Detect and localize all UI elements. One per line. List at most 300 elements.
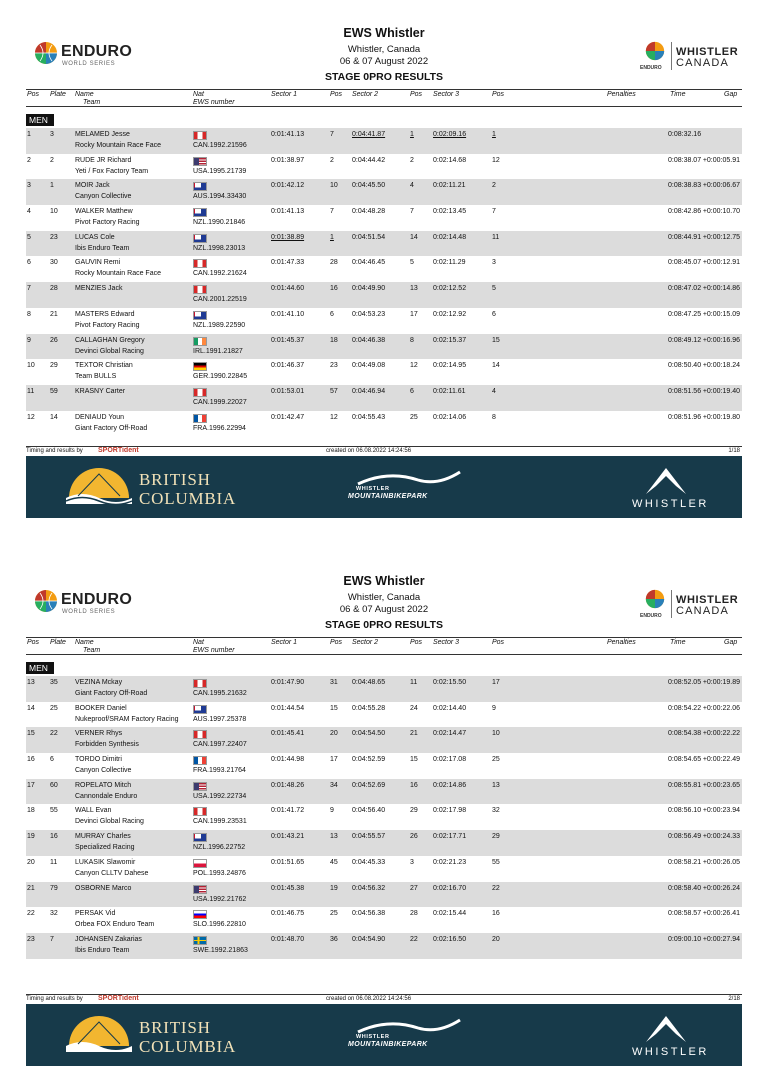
cell-s3: 0:02:14.68 — [433, 156, 467, 164]
cell-plate: 6 — [50, 756, 54, 764]
timing-credit: Timing and results by — [26, 996, 83, 1002]
enduro-mini-text: ENDURO — [640, 613, 662, 619]
cell-plate: 29 — [50, 362, 58, 370]
cell-time: 0:08:58.21 — [668, 858, 702, 866]
table-row — [26, 882, 742, 908]
cell-p3: 3 — [492, 259, 496, 267]
cell-team: Devinci Global Racing — [75, 818, 144, 826]
cell-gap: +0:00:22.22 — [702, 730, 740, 738]
cell-pos: 14 — [27, 704, 35, 712]
cell-plate: 1 — [50, 182, 54, 190]
cell-time: 0:08:47.02 — [668, 285, 702, 293]
cell-gap: +0:00:22.06 — [702, 704, 740, 712]
cell-pos: 18 — [27, 807, 35, 815]
cell-ews: NZL.1990.21846 — [193, 219, 246, 227]
event-location: Whistler, Canada — [347, 44, 421, 55]
cell-pos: 2 — [27, 156, 31, 164]
col-pos2: Pos — [410, 91, 423, 98]
page-footer — [26, 994, 742, 1004]
cell-ews: FRA.1993.21764 — [193, 767, 246, 775]
cell-name: ROPELATO Mitch — [75, 781, 132, 789]
cell-time: 0:08:55.81 — [668, 781, 702, 789]
cell-p1: 19 — [330, 884, 338, 892]
col-pos: Pos — [27, 91, 40, 98]
cell-s1: 0:01:42.12 — [271, 182, 305, 190]
mountain-bike-park-text: MOUNTAINBIKEPARK — [348, 1041, 428, 1048]
page-header — [0, 548, 768, 636]
col-penalties: Penalties — [607, 91, 636, 98]
cell-gap: +0:00:26.05 — [702, 858, 740, 866]
cell-s3: 0:02:11.61 — [433, 387, 466, 395]
sportident-logo: SPORTident — [98, 447, 139, 454]
cell-p1: 36 — [330, 935, 338, 943]
cell-gap: +0:00:14.86 — [702, 285, 740, 293]
results-table — [26, 128, 742, 436]
stage-title: STAGE 0PRO RESULTS — [324, 71, 444, 83]
cell-p1: 18 — [330, 336, 338, 344]
cell-p3: 4 — [492, 387, 496, 395]
event-location: Whistler, Canada — [347, 592, 421, 603]
cell-s3: 0:02:14.47 — [433, 730, 467, 738]
cell-s1: 0:01:41.72 — [271, 807, 305, 815]
flag-icon — [193, 285, 207, 294]
table-row — [26, 256, 742, 282]
page-header — [0, 0, 768, 88]
col-gap: Gap — [724, 639, 738, 646]
cell-name: VEZINA Mckay — [75, 679, 123, 686]
cell-s2: 0:04:52.59 — [352, 756, 386, 764]
cell-s3: 0:02:16.50 — [433, 935, 467, 943]
col-pos2: Pos — [410, 639, 423, 646]
cell-p3: 25 — [492, 756, 500, 764]
flag-icon — [193, 756, 207, 765]
table-row — [26, 804, 742, 830]
cell-s1: 0:01:38.89 — [271, 233, 305, 241]
columbia-text: COLUMBIA — [139, 489, 237, 508]
cell-ews: AUS.1997.25378 — [193, 715, 247, 723]
cell-gap: +0:00:27.94 — [702, 935, 740, 943]
results-page-2 — [0, 548, 768, 1058]
cell-p2: 22 — [410, 935, 418, 943]
cell-p1: 20 — [330, 730, 338, 738]
cell-p3: 29 — [492, 833, 500, 841]
cell-plate: 23 — [50, 233, 58, 241]
cell-ews: NZL.1998.23013 — [193, 244, 246, 252]
cell-name: MOIR Jack — [75, 182, 110, 190]
cell-p2: 29 — [410, 807, 418, 815]
cell-name: PERSAK Vid — [75, 910, 116, 918]
cell-pos: 19 — [27, 833, 35, 841]
world-series-text: WORLD SERIES — [62, 61, 116, 67]
cell-s3: 0:02:15.44 — [433, 910, 467, 918]
cell-s1: 0:01:41.13 — [271, 208, 305, 216]
cell-name: LUKASIK Slawomir — [75, 858, 136, 866]
whistler-text: WHISTLER — [676, 46, 739, 58]
cell-s2: 0:04:46.38 — [352, 336, 386, 344]
cell-time: 0:08:56.10 — [668, 807, 702, 815]
col-time: Time — [670, 91, 686, 98]
cell-time: 0:09:00.10 — [668, 935, 702, 943]
cell-p3: 2 — [492, 182, 496, 190]
col-pos1: Pos — [330, 639, 343, 646]
table-row — [26, 231, 742, 257]
cell-s1: 0:01:44.98 — [271, 756, 305, 764]
col-team: Team — [83, 99, 101, 106]
col-gap: Gap — [724, 91, 738, 98]
cell-s2: 0:04:56.40 — [352, 807, 386, 815]
event-dates: 06 & 07 August 2022 — [339, 604, 429, 615]
cell-team: Canyon Collective — [75, 193, 132, 201]
cell-ews: SWE.1992.21863 — [193, 946, 248, 954]
mountain-bike-park-text: MOUNTAINBIKEPARK — [348, 493, 428, 500]
cell-s3: 0:02:15.50 — [433, 679, 467, 686]
cell-pos: 6 — [27, 259, 31, 267]
cell-pos: 17 — [27, 781, 35, 789]
cell-team: Canyon CLLTV Dahese — [75, 869, 149, 877]
cell-ews: AUS.1994.33430 — [193, 193, 247, 201]
cell-pos: 12 — [27, 413, 35, 421]
cell-s1: 0:01:41.10 — [271, 310, 305, 318]
whistler-banner-text: WHISTLER — [632, 498, 709, 510]
cell-name: TEXTOR Christian — [75, 362, 133, 370]
cell-s2: 0:04:48.28 — [352, 208, 386, 216]
cell-name: MASTERS Edward — [75, 310, 135, 318]
cell-ews: USA.1995.21739 — [193, 167, 247, 175]
cell-p2: 13 — [410, 285, 418, 293]
cell-p2: 14 — [410, 233, 418, 241]
cell-time: 0:08:54.22 — [668, 704, 702, 712]
cell-pos: 9 — [27, 336, 31, 344]
logo-divider — [671, 42, 672, 70]
col-pos1: Pos — [330, 91, 343, 98]
col-ews-number: EWS number — [193, 647, 235, 654]
cell-s3: 0:02:12.92 — [433, 310, 467, 318]
cell-pos: 11 — [27, 387, 35, 395]
cell-gap: +0:00:19.80 — [702, 413, 740, 421]
whistler-small-text: WHISTLER — [356, 1034, 390, 1040]
cell-p1: 15 — [330, 704, 338, 712]
flag-icon — [193, 833, 207, 842]
cell-time: 0:08:32.16 — [668, 131, 702, 138]
col-pos: Pos — [27, 639, 40, 646]
cell-p1: 57 — [330, 387, 338, 395]
cell-name: MELAMED Jesse — [75, 131, 130, 138]
table-row — [26, 830, 742, 856]
cell-s3: 0:02:17.98 — [433, 807, 467, 815]
col-pos3: Pos — [492, 91, 505, 98]
col-plate: Plate — [50, 639, 66, 646]
cell-ews: FRA.1996.22994 — [193, 424, 246, 432]
flag-icon — [193, 311, 207, 320]
cell-pos: 23 — [27, 935, 35, 943]
british-text: BRITISH — [139, 1018, 211, 1037]
cell-team: Nukeproof/SRAM Factory Racing — [75, 715, 179, 723]
cell-p1: 9 — [330, 807, 334, 815]
cell-p3: 20 — [492, 935, 500, 943]
cell-p1: 2 — [330, 156, 334, 164]
flag-icon — [193, 337, 207, 346]
cell-ews: USA.1992.21762 — [193, 895, 247, 903]
table-row — [26, 282, 742, 308]
cell-p1: 12 — [330, 413, 338, 421]
table-row — [26, 334, 742, 360]
cell-team: Pivot Factory Racing — [75, 321, 140, 329]
flag-icon — [193, 807, 207, 816]
cell-team: Ibis Enduro Team — [75, 946, 130, 954]
cell-name: MURRAY Charles — [75, 833, 131, 841]
cell-pos: 3 — [27, 182, 31, 190]
cell-s1: 0:01:38.97 — [271, 156, 305, 164]
cell-plate: 35 — [50, 679, 58, 686]
cell-s3: 0:02:16.70 — [433, 884, 467, 892]
cell-time: 0:08:52.05 — [668, 679, 702, 686]
flag-icon — [193, 414, 207, 423]
cell-s2: 0:04:55.28 — [352, 704, 386, 712]
cell-gap: +0:00:12.75 — [702, 233, 740, 241]
cell-time: 0:08:44.91 — [668, 233, 702, 241]
cell-s1: 0:01:48.26 — [271, 781, 305, 789]
category-badge: MEN — [26, 662, 54, 674]
cell-ews: IRL.1991.21827 — [193, 347, 243, 355]
cell-s2: 0:04:45.33 — [352, 858, 386, 866]
cell-p3: 22 — [492, 884, 500, 892]
cell-p3: 16 — [492, 910, 500, 918]
cell-s1: 0:01:44.54 — [271, 704, 305, 712]
cell-s2: 0:04:55.57 — [352, 833, 386, 841]
whistler-mountain-icon — [644, 464, 688, 496]
cell-name: BOOKER Daniel — [75, 704, 127, 712]
cell-p1: 1 — [330, 233, 334, 241]
table-row — [26, 779, 742, 805]
cell-pos: 8 — [27, 310, 31, 318]
cell-gap: +0:00:15.09 — [702, 310, 740, 318]
col-sector3: Sector 3 — [433, 91, 460, 98]
cell-team: Giant Factory Off-Road — [75, 690, 148, 697]
flag-icon — [193, 234, 207, 243]
flag-icon — [193, 910, 207, 919]
cell-name: CALLAGHAN Gregory — [75, 336, 145, 344]
col-sector1: Sector 1 — [271, 639, 298, 646]
cell-p2: 8 — [410, 336, 414, 344]
cell-p1: 45 — [330, 858, 338, 866]
sponsor-banner — [26, 456, 742, 518]
cell-team: Rocky Mountain Race Face — [75, 270, 161, 278]
cell-s2: 0:04:54.90 — [352, 935, 386, 943]
enduro-brand-text: ENDURO — [61, 43, 133, 60]
cell-p2: 3 — [410, 858, 414, 866]
flag-icon — [193, 859, 207, 868]
cell-pos: 4 — [27, 208, 31, 216]
cell-s3: 0:02:11.21 — [433, 182, 466, 190]
cell-p2: 7 — [410, 208, 414, 216]
cell-p1: 23 — [330, 362, 338, 370]
cell-p1: 28 — [330, 259, 338, 267]
cell-ews: CAN.1999.23531 — [193, 818, 247, 826]
cell-gap: +0:00:23.65 — [702, 781, 740, 789]
event-title: EWS Whistler — [343, 26, 425, 40]
cell-p3: 5 — [492, 285, 496, 293]
cell-time: 0:08:42.86 — [668, 208, 702, 216]
cell-p1: 7 — [330, 208, 334, 216]
cell-ews: GER.1990.22845 — [193, 373, 248, 381]
cell-s1: 0:01:45.38 — [271, 884, 305, 892]
col-sector2: Sector 2 — [352, 91, 379, 98]
canada-text: CANADA — [676, 605, 730, 617]
cell-s2: 0:04:56.38 — [352, 910, 386, 918]
cell-s1: 0:01:48.70 — [271, 935, 305, 943]
sportident-logo: SPORTident — [98, 995, 139, 1002]
cell-pos: 21 — [27, 884, 35, 892]
cell-p2: 12 — [410, 362, 418, 370]
cell-s1: 0:01:46.75 — [271, 910, 305, 918]
cell-ews: NZL.1989.22590 — [193, 321, 246, 329]
cell-time: 0:08:58.40 — [668, 884, 702, 892]
cell-team: Forbidden Synthesis — [75, 741, 139, 749]
cell-pos: 15 — [27, 730, 35, 738]
cell-p2: 24 — [410, 704, 418, 712]
canada-text: CANADA — [676, 57, 730, 69]
cell-p3: 8 — [492, 413, 496, 421]
flag-icon — [193, 259, 207, 268]
cell-ews: CAN.1995.21632 — [193, 690, 247, 697]
page-number: 1/18 — [728, 448, 740, 454]
cell-team: Ibis Enduro Team — [75, 244, 130, 252]
enduro-brand-text: ENDURO — [61, 591, 133, 608]
cell-p1: 6 — [330, 310, 334, 318]
cell-name: WALL Evan — [75, 807, 112, 815]
cell-s3: 0:02:21.23 — [433, 858, 467, 866]
stage-title: STAGE 0PRO RESULTS — [324, 619, 444, 631]
table-row — [26, 933, 742, 959]
cell-s2: 0:04:49.08 — [352, 362, 386, 370]
cell-team: Orbea FOX Enduro Team — [75, 921, 155, 929]
cell-p1: 25 — [330, 910, 338, 918]
cell-time: 0:08:38.83 — [668, 182, 702, 190]
cell-pos: 7 — [27, 285, 31, 293]
cell-p3: 13 — [492, 781, 500, 789]
globe-icon — [645, 589, 665, 609]
cell-p3: 55 — [492, 858, 500, 866]
whistler-canada-logo — [640, 40, 750, 74]
cell-name: KRASNY Carter — [75, 387, 126, 395]
cell-time: 0:08:47.25 — [668, 310, 702, 318]
cell-s1: 0:01:51.65 — [271, 858, 305, 866]
flag-icon — [193, 730, 207, 739]
cell-plate: 16 — [50, 833, 58, 841]
cell-ews: NZL.1996.22752 — [193, 844, 246, 852]
cell-name: TORDO Dimitri — [75, 756, 122, 764]
cell-name: MENZIES Jack — [75, 285, 123, 293]
cell-time: 0:08:38.07 — [668, 156, 702, 164]
cell-team: Pivot Factory Racing — [75, 219, 140, 227]
cell-plate: 79 — [50, 884, 58, 892]
cell-p2: 27 — [410, 884, 418, 892]
cell-s2: 0:04:56.32 — [352, 884, 386, 892]
table-row — [26, 308, 742, 334]
cell-plate: 10 — [50, 208, 58, 216]
cell-s1: 0:01:43.21 — [271, 833, 305, 841]
flag-icon — [193, 157, 207, 166]
cell-time: 0:08:58.57 — [668, 910, 702, 918]
cell-plate: 26 — [50, 336, 58, 344]
col-time: Time — [670, 639, 686, 646]
cell-p3: 6 — [492, 310, 496, 318]
cell-s2: 0:04:51.54 — [352, 233, 386, 241]
cell-s3: 0:02:17.08 — [433, 756, 467, 764]
cell-ews: CAN.1999.22027 — [193, 398, 247, 406]
cell-name: LUCAS Cole — [75, 233, 115, 241]
table-row — [26, 154, 742, 180]
cell-plate: 3 — [50, 131, 54, 138]
flag-icon — [193, 388, 207, 397]
cell-p2: 17 — [410, 310, 418, 318]
column-header-row — [26, 89, 742, 107]
logo-divider — [671, 590, 672, 618]
event-title: EWS Whistler — [343, 574, 425, 588]
cell-gap: +0:00:19.89 — [702, 679, 740, 686]
cell-gap: +0:00:22.49 — [702, 756, 740, 764]
flag-icon — [193, 885, 207, 894]
col-team: Team — [83, 647, 101, 654]
cell-s1: 0:01:46.37 — [271, 362, 305, 370]
col-ews-number: EWS number — [193, 99, 235, 106]
cell-time: 0:08:51.56 — [668, 387, 702, 395]
created-timestamp: created on 06.08.2022 14:24:56 — [326, 448, 412, 454]
cell-pos: 1 — [27, 131, 31, 138]
cell-ews: CAN.1992.21624 — [193, 270, 247, 278]
col-pos3: Pos — [492, 639, 505, 646]
cell-name: GAUVIN Remi — [75, 259, 121, 267]
event-dates: 06 & 07 August 2022 — [339, 56, 429, 67]
cell-team: Giant Factory Off-Road — [75, 424, 148, 432]
cell-p1: 31 — [330, 679, 338, 686]
cell-s2: 0:04:52.69 — [352, 781, 386, 789]
world-series-text: WORLD SERIES — [62, 609, 116, 615]
cell-plate: 32 — [50, 910, 58, 918]
cell-s2: 0:04:49.90 — [352, 285, 386, 293]
cell-p1: 16 — [330, 285, 338, 293]
cell-ews: CAN.1992.21596 — [193, 142, 247, 149]
cell-time: 0:08:49.12 — [668, 336, 702, 344]
col-sector3: Sector 3 — [433, 639, 460, 646]
cell-pos: 22 — [27, 910, 35, 918]
cell-gap: +0:00:12.91 — [702, 259, 740, 267]
flag-icon — [193, 679, 207, 688]
cell-p3: 14 — [492, 362, 500, 370]
cell-s1: 0:01:41.13 — [271, 131, 305, 138]
cell-p2: 1 — [410, 131, 414, 138]
cell-time: 0:08:51.96 — [668, 413, 702, 421]
cell-team: Rocky Mountain Race Face — [75, 142, 161, 149]
cell-plate: 22 — [50, 730, 58, 738]
cell-plate: 55 — [50, 807, 58, 815]
cell-plate: 21 — [50, 310, 58, 318]
cell-p3: 11 — [492, 233, 500, 241]
whistler-text: WHISTLER — [676, 594, 739, 606]
cell-gap: +0:00:23.94 — [702, 807, 740, 815]
cell-ews: USA.1992.22734 — [193, 792, 247, 800]
cell-s1: 0:01:45.37 — [271, 336, 305, 344]
flag-icon — [193, 705, 207, 714]
table-row — [26, 676, 742, 702]
cell-s2: 0:04:54.50 — [352, 730, 386, 738]
col-nat: Nat — [193, 91, 204, 98]
cell-ews: SLO.1996.22810 — [193, 921, 246, 929]
cell-p2: 5 — [410, 259, 414, 267]
flag-icon — [193, 936, 207, 945]
columbia-text: COLUMBIA — [139, 1037, 237, 1056]
table-row — [26, 359, 742, 385]
